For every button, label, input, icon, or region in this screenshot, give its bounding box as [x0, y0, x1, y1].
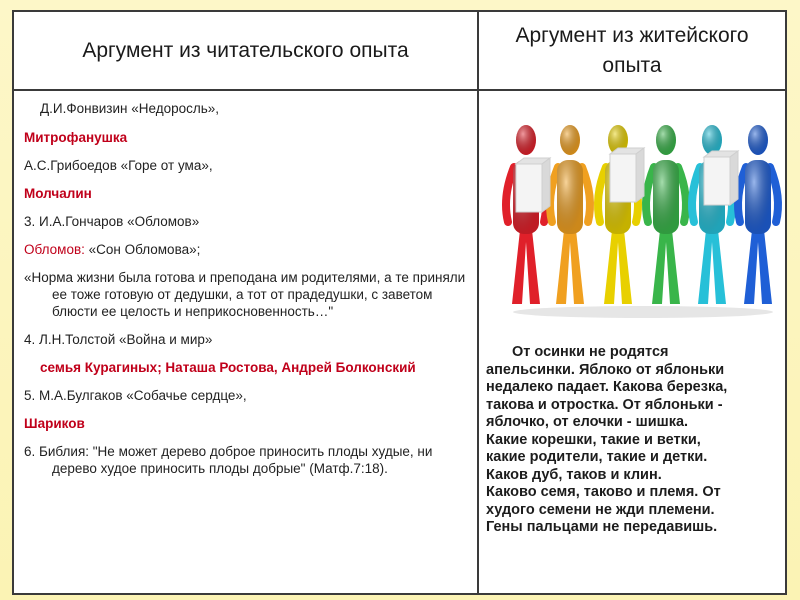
figure-6	[738, 125, 778, 304]
figure-2	[550, 125, 590, 304]
item-fonvizin: Д.И.Фонвизин «Недоросль»,	[40, 101, 220, 116]
oblomov-name: Обломов:	[24, 242, 85, 257]
header-right-line1: Аргумент из житейского	[515, 23, 749, 47]
proverb-line-10: худого семени не жди племени.	[486, 501, 715, 518]
item-quote: «Норма жизни была готова и преподана им родителями, а те приняли ее тоже готовую от дедушки, а тот от прадедушки, с заветом блюсти ее целость и неприкосновенность…"	[24, 270, 466, 319]
header-right-line2: опыта	[602, 53, 662, 77]
item-kuragins: семья Курагиных; Наташа Ростова, Андрей Болконский	[40, 360, 416, 375]
shadow	[513, 306, 773, 318]
proverb-line-7: какие родители, такие и детки.	[486, 449, 708, 465]
item-goncharov: 3. И.А.Гончаров «Обломов»	[24, 214, 200, 229]
proverb-line-9: Каково семя, таково и племя. От	[486, 484, 721, 500]
item-mitrofanushka: Митрофанушка	[24, 130, 128, 145]
proverb-line-4: такова и отростка. От яблоньки -	[486, 396, 723, 413]
proverb-line-11: Гены пальцами не передавишь.	[486, 519, 718, 535]
item-sharikov: Шариков	[24, 416, 85, 431]
proverb-line-5: яблочко, от елочки - шишка.	[486, 414, 689, 430]
reader-arguments	[24, 100, 472, 477]
white-box-2	[610, 148, 644, 202]
proverb-line-2: апельсинки. Яблоко от яблоньки	[486, 361, 725, 378]
item-bulgakov: 5. М.А.Булгаков «Собачье сердце»,	[24, 388, 247, 403]
proverbs	[486, 344, 784, 537]
figure-1	[506, 125, 546, 304]
column-divider	[477, 12, 479, 593]
white-box-1	[516, 158, 550, 212]
item-griboedov: А.С.Грибоедов «Горе от ума»,	[24, 158, 213, 173]
proverb-line-3: недалеко падает. Какова березка,	[486, 379, 728, 395]
argument-table	[12, 10, 787, 595]
figure-4	[646, 125, 686, 304]
proverb-line-6: Какие корешки, такие и ветки,	[486, 431, 701, 448]
oblomov-rest: «Сон Обломова»;	[84, 242, 201, 257]
header-life-experience	[479, 12, 785, 89]
header-reader-experience: Аргумент из читательского опыта	[82, 38, 409, 62]
item-bible: 6. Библия: "Не может дерево доброе приносить плоды худые, ни дерево худое приносить плоды добрые" (Матф.7:18).	[24, 444, 433, 476]
proverb-line-1: От осинки не родятся	[512, 344, 669, 360]
item-tolstoy: 4. Л.Н.Толстой «Война и мир»	[24, 332, 213, 347]
people-figures-illustration	[498, 112, 788, 322]
item-molchalin: Молчалин	[24, 186, 92, 201]
item-oblomov	[24, 241, 472, 258]
header-divider	[14, 89, 785, 91]
proverb-line-8: Каков дуб, таков и клин.	[486, 466, 662, 483]
white-box-3	[704, 151, 738, 205]
